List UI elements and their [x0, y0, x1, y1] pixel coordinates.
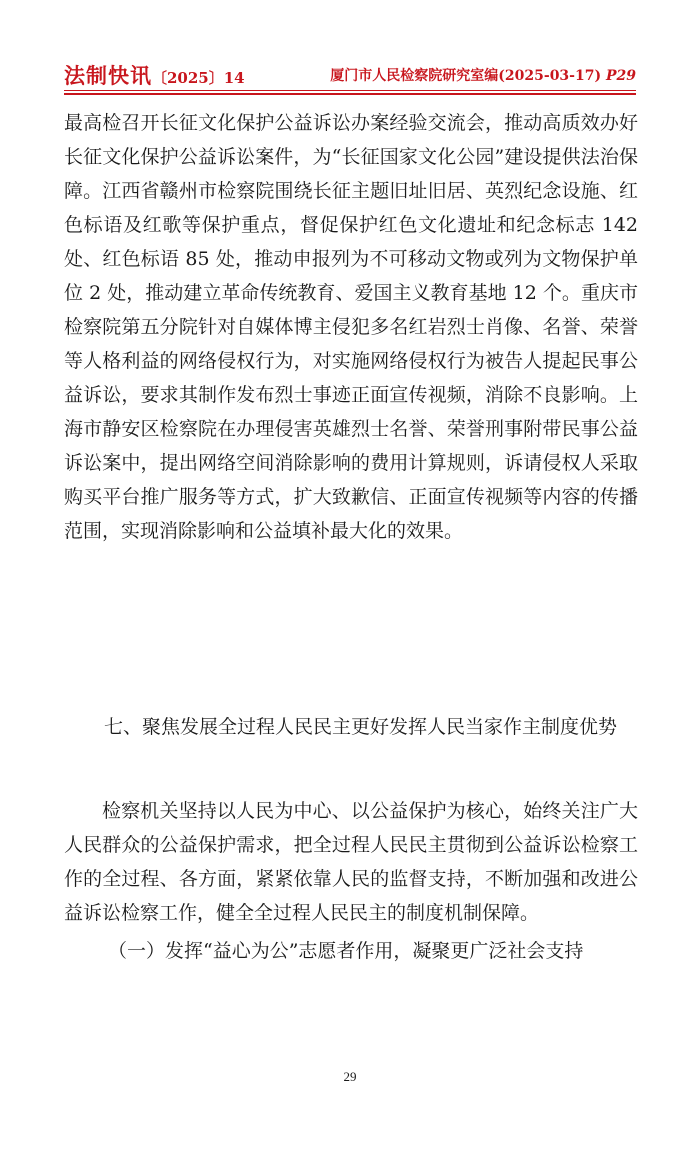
publication-name: 法制快讯	[64, 63, 152, 88]
editor-info	[330, 65, 636, 85]
body-paragraph-1: 最高检召开长征文化保护公益诉讼办案经验交流会，推动高质效办好长征文化保护公益诉讼案件，为“长征国家文化公园”建设提供法治保障。江西省赣州市检察院围绕长征主题旧址旧居、英烈纪念设施、红色标语及红歌等保护重点，督促保护红色文化遗址和纪念标志 142 处、红色标语 85 处，推动申报列为不可移动文物或列为文物保护单位 2 处，推动建立革命传统教育、爱国主义教育基地 12 个。重庆市检察院第五分院针对自媒体博主侵犯多名红岩烈士肖像、名誉、荣誉等人格利益的网络侵权行为，对实施网络侵权行为被告人提起民事公益诉讼，要求其制作发布烈士事迹正面宣传视频，消除不良影响。上海市静安区检察院在办理侵害英雄烈士名誉、荣誉刑事附带民事公益诉讼案中，提出网络空间消除影响的费用计算规则，诉请侵权人采取购买平台推广服务等方式，扩大致歉信、正面宣传视频等内容的传播范围，实现消除影响和公益填补最大化的效果。	[64, 112, 638, 542]
page-ref: P29	[605, 68, 636, 84]
header-rule-thin	[64, 90, 636, 91]
body-paragraph-2: 检察机关坚持以人民为中心、以公益保护为核心，始终关注广大人民群众的公益保护需求，把全过程人民民主贯彻到公益诉讼检察工作的全过程、各方面，紧紧依靠人民的监督支持，不断加强和改进公益诉讼检察工作，健全全过程人民民主的制度机制保障。	[64, 800, 638, 924]
publication-title	[64, 60, 245, 90]
subsection-heading: （一）发挥“益心为公”志愿者作用，凝聚更广泛社会支持	[108, 940, 584, 962]
issue-number: 〔2025〕14	[152, 69, 245, 87]
editor-text: 厦门市人民检察院研究室编(2025-03-17)	[330, 68, 606, 84]
page-number: 29	[343, 1069, 357, 1084]
page-header	[64, 60, 636, 90]
section-heading: 七、聚焦发展全过程人民民主更好发挥人民当家作主制度优势	[104, 716, 618, 738]
header-rule-thick	[64, 93, 636, 95]
